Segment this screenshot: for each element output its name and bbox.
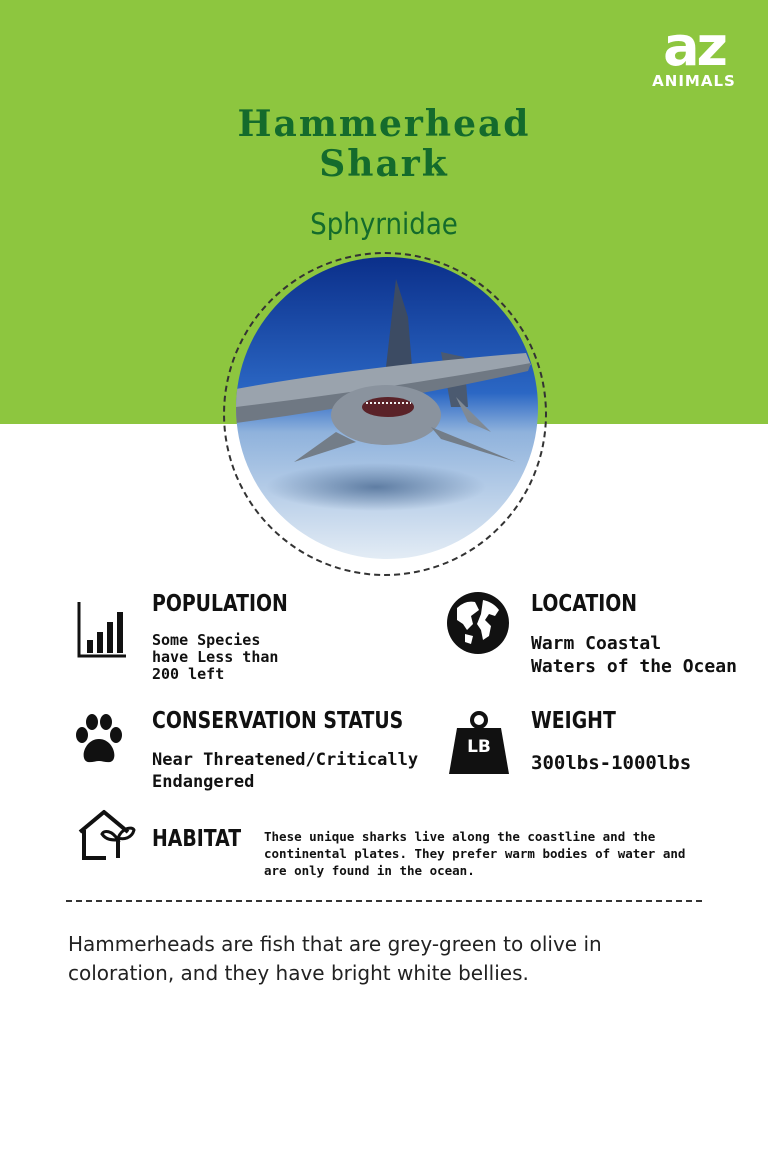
- population-title: POPULATION: [152, 591, 288, 617]
- title-line-2: Shark: [319, 143, 449, 185]
- habitat-value: These unique sharks live along the coastline and the continental plates. They prefer warm bodies of water and are only found in the ocean.: [264, 829, 686, 878]
- logo-word: ANIMALS: [652, 72, 736, 90]
- scientific-name: Sphyrnidae: [310, 207, 458, 241]
- habitat-title: HABITAT: [152, 826, 242, 852]
- globe-icon: [445, 590, 511, 656]
- conservation-value: Near Threatened/Critically Endangered: [152, 750, 419, 792]
- weight-icon-label: LB: [467, 737, 491, 757]
- location-title: LOCATION: [531, 591, 638, 617]
- paw-icon: [74, 713, 124, 765]
- population-value: Some Species have Less than 200 left: [152, 631, 279, 683]
- az-animals-logo[interactable]: [646, 15, 742, 90]
- weight-value: 300lbs-1000lbs: [531, 752, 692, 774]
- title-line-1: Hammerhead: [237, 103, 531, 145]
- conservation-title: CONSERVATION STATUS: [152, 708, 404, 734]
- location-value: Warm Coastal Waters of the Ocean: [531, 633, 737, 677]
- bar-chart-icon: [76, 600, 128, 658]
- weight-title: WEIGHT: [531, 708, 616, 734]
- shark-photo: [236, 257, 538, 559]
- section-divider: [66, 900, 702, 902]
- description-text: Hammerheads are fish that are grey-green to olive in coloration, and they have bright white bellies.: [68, 932, 602, 985]
- logo-mark: az: [663, 15, 725, 78]
- house-plant-icon: [76, 808, 136, 862]
- page-title: [0, 104, 768, 184]
